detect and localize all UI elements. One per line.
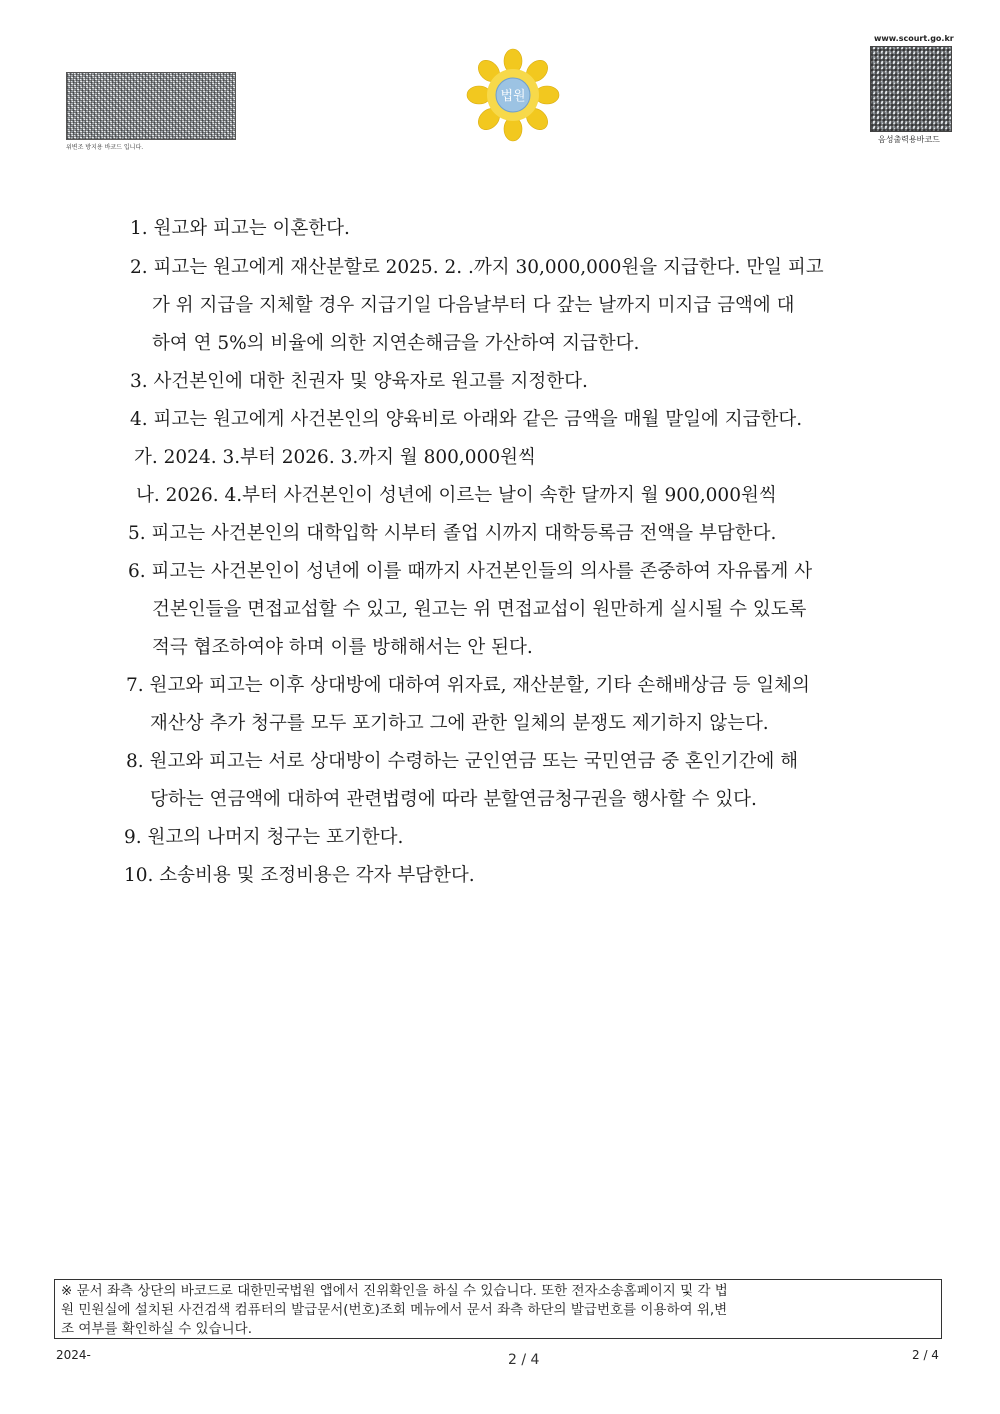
court-website-url: www.scourt.go.kr bbox=[874, 34, 954, 43]
verification-notice: ※ 문서 좌측 상단의 바코드로 대한민국법원 앱에서 진위확인을 하실 수 있습니다. 또한 전자소송홈페이지 및 각 법 원 민원실에 설치된 사건검색 컴퓨터의 발급문서(번호)조회 메뉴에서 문서 좌측 하단의 발급번호를 이용하여 위,변 조 여부를 확인하실 수 있습니다. bbox=[54, 1279, 942, 1339]
seal-text: 법원 bbox=[500, 89, 526, 104]
voice-barcode-caption: 음성출력용바코드 bbox=[878, 135, 940, 144]
barcode-caption: 위변조 방지용 바코드 입니다. bbox=[66, 144, 144, 151]
issue-number: 2024- bbox=[56, 1348, 91, 1362]
voice-output-barcode bbox=[870, 46, 952, 132]
page-number: 2 / 4 bbox=[508, 1352, 540, 1368]
court-seal-icon bbox=[466, 48, 560, 142]
authentication-barcode bbox=[66, 72, 236, 140]
page-number-right: 2 / 4 bbox=[912, 1348, 939, 1362]
